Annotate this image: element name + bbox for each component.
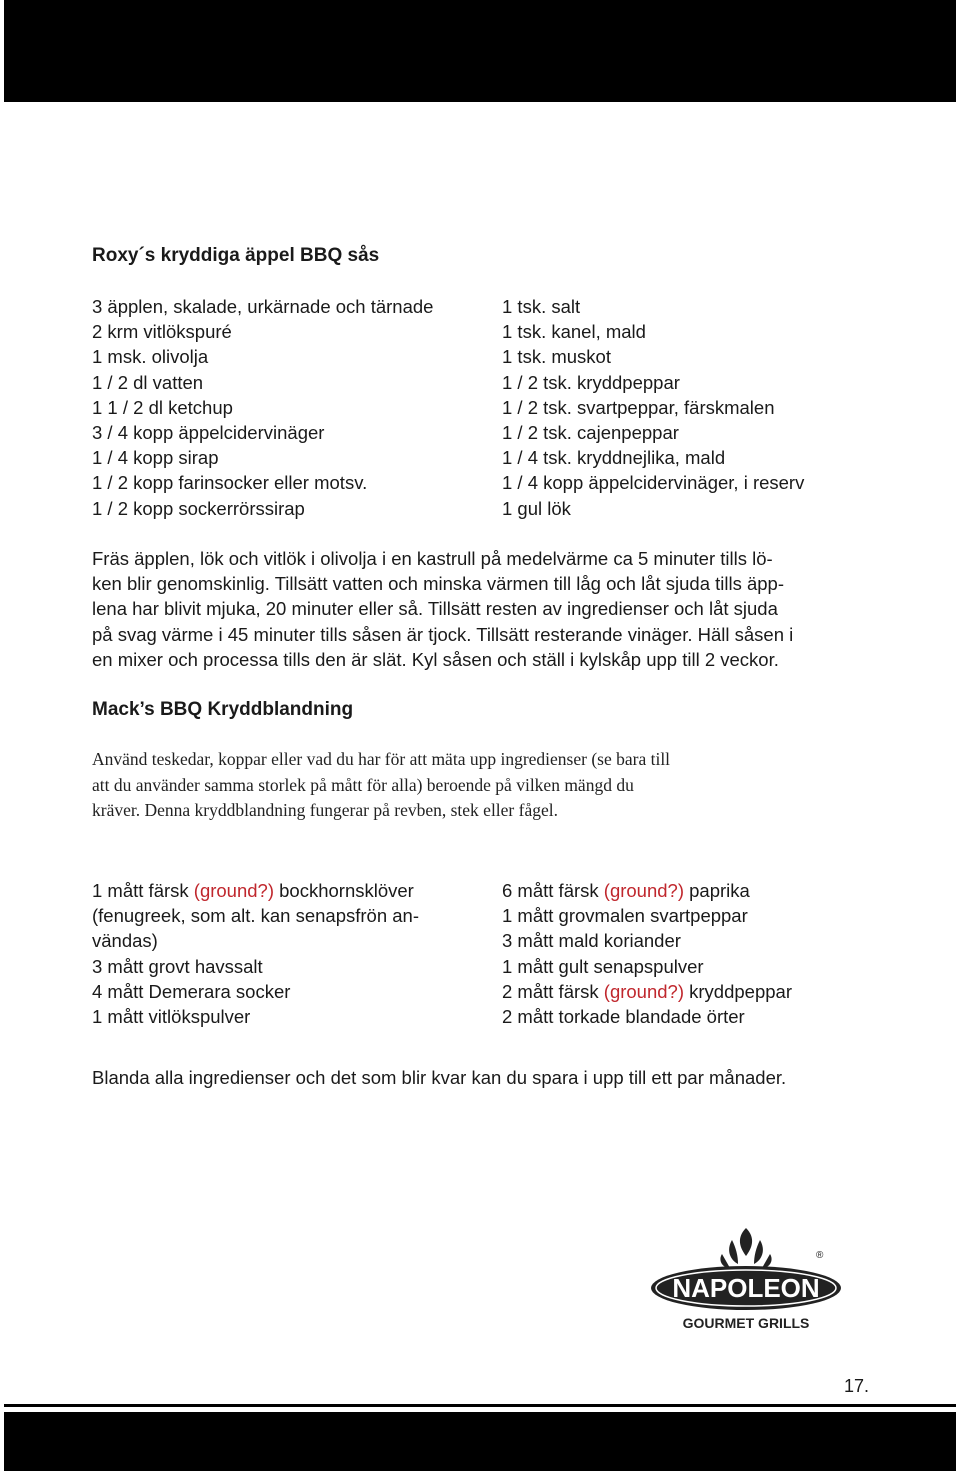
ingredient: 1 1 / 2 dl ketchup — [92, 396, 233, 418]
recipe2-title: Mack’s BBQ Kryddblandning — [92, 699, 354, 720]
ingredient: vändas) — [92, 930, 158, 952]
flame-icon — [720, 1228, 771, 1268]
ingredient: 1 / 4 tsk. kryddnejlika, mald — [502, 447, 726, 469]
ingredient: 3 mått mald koriander — [502, 930, 681, 952]
editor-note: (ground?) — [603, 880, 684, 901]
recipe2-right-ingredients — [502, 878, 792, 1029]
ingredient: 2 mått torkade blandade örter — [502, 1006, 745, 1028]
intro-line: att du använder samma storlek på mått för alla) beroende på vilken mängd du — [92, 774, 634, 795]
napoleon-logo — [648, 1220, 844, 1336]
ingredient: 3 mått grovt havssalt — [92, 955, 263, 977]
bottom-rule — [4, 1404, 956, 1407]
instruction-line: lena har blivit mjuka, 20 minuter eller så. Tillsätt resten av ingredienser och låt sjuda — [92, 598, 778, 620]
intro-line: kräver. Denna kryddblandning fungerar på revben, stek eller fågel. — [92, 800, 558, 820]
ingredient: 1 mått färsk (ground?) bockhornsklöver — [92, 880, 414, 901]
ingredient: 1 / 2 tsk. kryddpeppar — [502, 371, 680, 393]
instruction-line: på svag värme i 45 minuter tills såsen är tjock. Tillsätt resterande vinäger. Häll såsen i — [92, 623, 794, 645]
ingredient: 1 / 4 kopp sirap — [92, 447, 219, 469]
intro-line: Använd teskedar, koppar eller vad du har för att mäta upp ingredienser (se bara till — [92, 749, 671, 769]
ingredient: (fenugreek, som alt. kan senapsfrön an- — [92, 905, 420, 927]
ingredient: 6 mått färsk (ground?) paprika — [502, 880, 750, 901]
ingredient: 1 mått vitlökspulver — [92, 1006, 251, 1028]
instruction-line: ken blir genomskinlig. Tillsätt vatten och minska värmen till låg och låt sjuda tills äpp- — [92, 573, 785, 595]
ingredient: 1 / 2 tsk. cajenpeppar — [502, 422, 679, 444]
ingredient: 4 mått Demerara socker — [92, 980, 291, 1002]
ingredient: 1 / 2 kopp farinsocker eller motsv. — [92, 472, 368, 494]
instruction-line: en mixer och processa tills den är slät. Kyl såsen och ställ i kylskåp upp till 2 veckor. — [92, 648, 779, 670]
ingredient: 3 äpplen, skalade, urkärnade och tärnade — [92, 296, 434, 317]
logo-tagline: GOURMET GRILLS — [682, 1315, 810, 1331]
ingredient: 1 msk. olivolja — [92, 346, 209, 368]
recipe2-left-ingredients — [92, 878, 419, 1029]
ingredient: 3 / 4 kopp äppelcidervinäger — [92, 422, 325, 444]
recipe1-left-ingredients — [92, 294, 433, 521]
logo-brand: NAPOLEON — [672, 1273, 820, 1303]
recipe1-right-ingredients — [502, 294, 804, 521]
ingredient: 1 / 2 tsk. svartpeppar, färskmalen — [502, 396, 775, 418]
ingredient: 1 tsk. muskot — [502, 346, 611, 368]
editor-note: (ground?) — [193, 880, 274, 901]
recipe2-intro — [92, 747, 670, 824]
registered-mark: ® — [816, 1250, 824, 1261]
ingredient: 1 / 2 kopp sockerrörssirap — [92, 497, 305, 519]
ingredient: 1 / 2 dl vatten — [92, 371, 204, 393]
ingredient: 1 tsk. salt — [502, 296, 581, 317]
ingredient: 2 krm vitlökspuré — [92, 321, 232, 343]
ingredient: 2 mått färsk (ground?) kryddpeppar — [502, 980, 792, 1002]
ingredient: 1 gul lök — [502, 497, 571, 519]
recipe1-title: Roxy´s kryddiga äppel BBQ sås — [92, 245, 380, 266]
instruction-line: Fräs äpplen, lök och vitlök i olivolja i en kastrull på medelvärme ca 5 minuter tills lö- — [92, 548, 773, 569]
recipe2-closing: Blanda alla ingredienser och det som blir kvar kan du spara i upp till ett par månader. — [92, 1067, 787, 1088]
recipe1-instructions — [92, 546, 892, 672]
top-black-bar — [4, 0, 956, 102]
ingredient: 1 tsk. kanel, mald — [502, 321, 646, 343]
ingredient: 1 mått gult senapspulver — [502, 955, 704, 977]
bottom-black-bar — [4, 1412, 956, 1471]
editor-note: (ground?) — [603, 980, 684, 1002]
ingredient: 1 mått grovmalen svartpeppar — [502, 905, 748, 927]
ingredient: 1 / 4 kopp äppelcidervinäger, i reserv — [502, 472, 805, 494]
page-number: 17. — [844, 1376, 870, 1396]
